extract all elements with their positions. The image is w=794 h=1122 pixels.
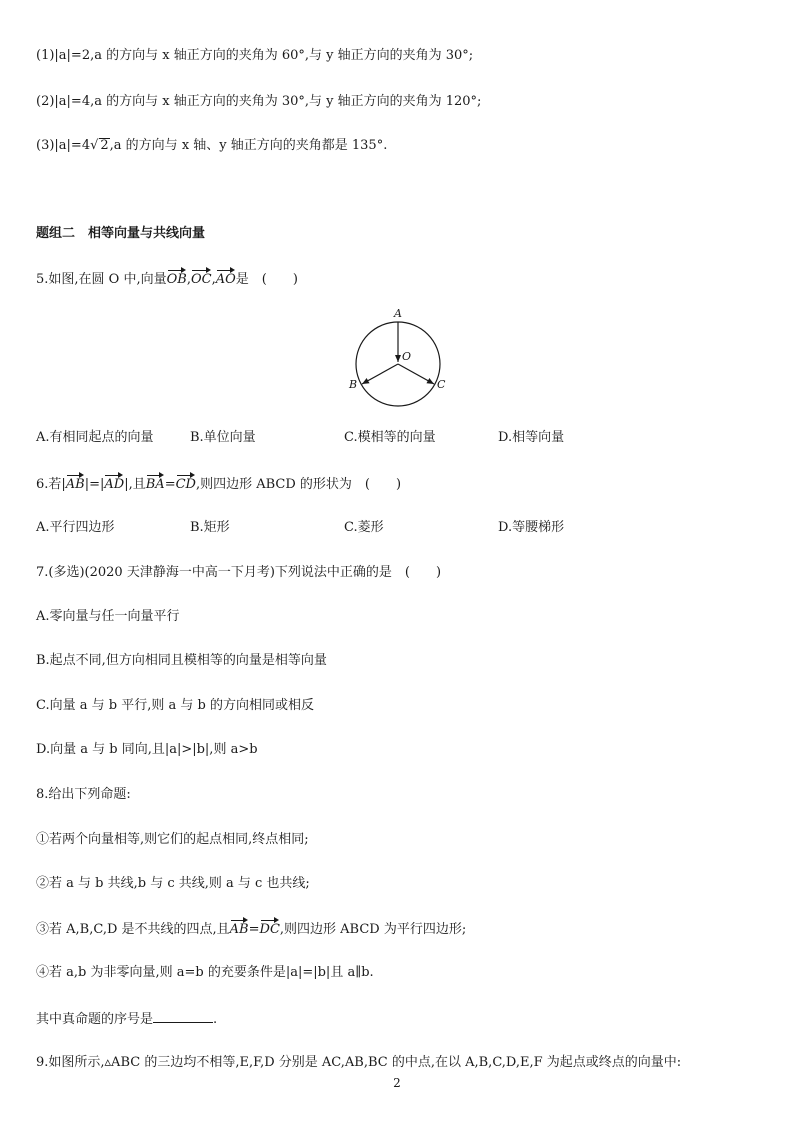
q8-answer-label: 其中真命题的序号是	[36, 1012, 154, 1027]
q7-option-b: B.起点不同,但方向相同且模相等的向量是相等向量	[36, 653, 327, 668]
item-3-prefix: (3)|a|=4	[36, 138, 91, 153]
vector-cd: CD	[175, 477, 196, 492]
q6-mid1: |=|	[84, 477, 105, 492]
q8-proposition-4: ④若 a,b 为非零向量,则 a=b 的充要条件是|a|=|b|且 a∥b.	[36, 965, 374, 980]
vector-oc: OC	[190, 272, 212, 287]
q7-option-d: D.向量 a 与 b 同向,且|a|>|b|,则 a>b	[36, 742, 258, 757]
label-b: B	[349, 378, 358, 391]
q6-suffix: ,则四边形 ABCD 的形状为 ( )	[195, 477, 402, 492]
q8-3-suffix: ,则四边形 ABCD 为平行四边形;	[279, 922, 467, 937]
equals: =	[248, 922, 260, 937]
vector-ad: AD	[104, 477, 125, 492]
page-number: 2	[393, 1076, 401, 1090]
q6-option-b: B.矩形	[190, 520, 230, 535]
label-c: C	[437, 378, 446, 391]
q5-option-c: C.模相等的向量	[344, 430, 436, 445]
item-3	[36, 138, 387, 154]
vector-ba: BA	[145, 477, 165, 492]
vector-ab: AB	[229, 922, 249, 937]
comma: ,	[211, 272, 216, 287]
q6-prefix: 6.若|	[36, 477, 66, 492]
q6-option-c: C.菱形	[344, 520, 384, 535]
q5-option-d: D.相等向量	[498, 430, 565, 445]
section-heading: 题组二 相等向量与共线向量	[36, 226, 206, 241]
q8-answer-line	[36, 1010, 217, 1028]
vector-oc-arrow	[398, 364, 434, 384]
question-5	[36, 270, 298, 288]
label-a: A	[394, 307, 402, 320]
q5-prefix: 5.如图,在圆 O 中,向量	[36, 272, 167, 287]
item-3-suffix: ,a 的方向与 x 轴、y 轴正方向的夹角都是 135°.	[109, 138, 388, 153]
period: .	[213, 1012, 218, 1027]
label-o: O	[402, 350, 412, 363]
q6-option-a: A.平行四边形	[36, 520, 115, 535]
q5-option-b: B.单位向量	[190, 430, 256, 445]
vector-ab: AB	[65, 477, 85, 492]
q5-option-a: A.有相同起点的向量	[36, 430, 154, 445]
q6-option-d: D.等腰梯形	[498, 520, 565, 535]
vector-ob-arrow	[362, 364, 398, 384]
q8-proposition-1: ①若两个向量相等,则它们的起点相同,终点相同;	[36, 832, 309, 847]
q8-3-prefix: ③若 A,B,C,D 是不共线的四点,且	[36, 922, 230, 937]
question-9: 9.如图所示,▵ABC 的三边均不相等,E,F,D 分别是 AC,AB,BC 的中点,在以 A,B,C,D,E,F 为起点或终点的向量中:	[36, 1055, 682, 1070]
q7-option-c: C.向量 a 与 b 平行,则 a 与 b 的方向相同或相反	[36, 698, 314, 713]
q8-proposition-3	[36, 920, 466, 938]
q6-mid2: |,且	[124, 477, 146, 492]
question-6	[36, 475, 401, 493]
sqrt-symbol: √	[90, 138, 99, 153]
vector-ao: AO	[215, 272, 236, 287]
answer-blank[interactable]	[153, 1010, 213, 1023]
q7-option-a: A.零向量与任一向量平行	[36, 609, 180, 624]
comma: ,	[186, 272, 191, 287]
q8-proposition-2: ②若 a 与 b 共线,b 与 c 共线,则 a 与 c 也共线;	[36, 876, 310, 891]
vector-ob: OB	[166, 272, 187, 287]
equals: =	[164, 477, 176, 492]
vector-dc: DC	[259, 922, 280, 937]
question-8: 8.给出下列命题:	[36, 787, 131, 802]
question-7: 7.(多选)(2020 天津静海一中高一下月考)下列说法中正确的是 ( )	[36, 565, 442, 580]
item-2: (2)|a|=4,a 的方向与 x 轴正方向的夹角为 30°,与 y 轴正方向的夹角为 120°;	[36, 94, 482, 109]
item-1: (1)|a|=2,a 的方向与 x 轴正方向的夹角为 60°,与 y 轴正方向的夹角为 30°;	[36, 48, 474, 63]
circle-figure	[340, 302, 460, 412]
sqrt-radicand: 2	[100, 138, 109, 153]
q5-suffix: 是 ( )	[235, 272, 298, 287]
